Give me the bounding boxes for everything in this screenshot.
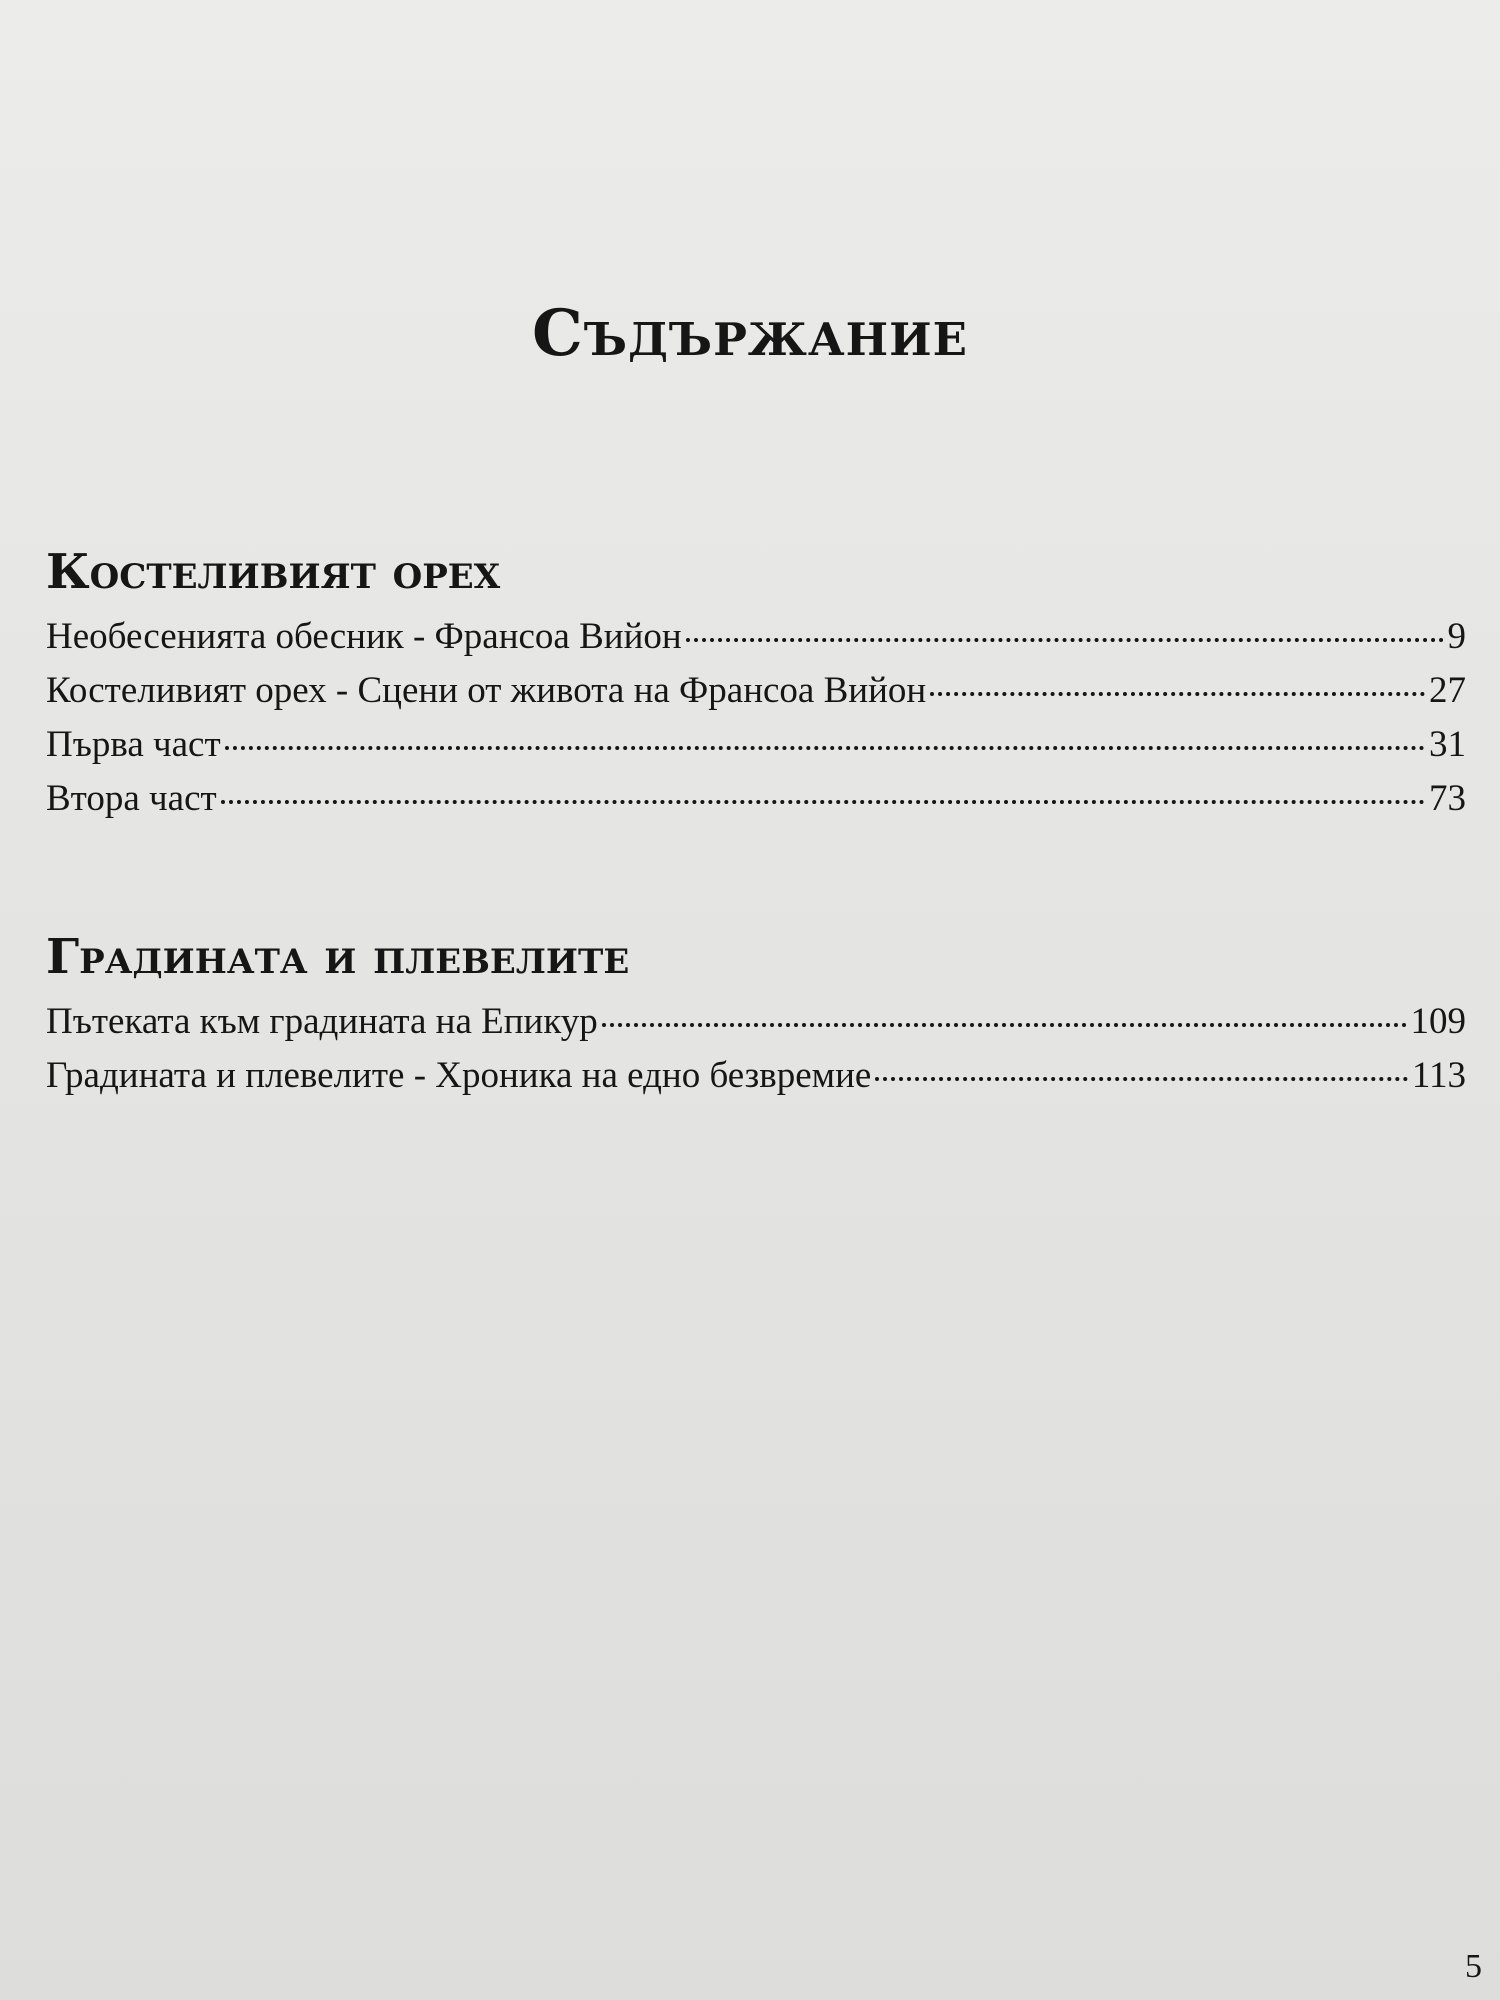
toc-entry-page: 9 <box>1447 616 1466 657</box>
toc-entry-label: Необесенията обесник - Франсоа Вийон <box>46 616 682 657</box>
toc-entry <box>46 610 1466 664</box>
dot-leader <box>930 680 1425 696</box>
dot-leader <box>225 734 1425 750</box>
toc-entry <box>46 718 1466 772</box>
dot-leader <box>875 1065 1408 1081</box>
toc-entry <box>46 664 1466 718</box>
toc-entry-label: Пътеката към градината на Епикур <box>46 1001 598 1042</box>
dot-leader <box>602 1011 1407 1027</box>
toc-entry-label: Първа част <box>46 724 221 765</box>
toc-entry-label: Костеливият орех - Сцени от живота на Франсоа Вийон <box>46 670 927 711</box>
toc-entry-page: 73 <box>1429 778 1466 819</box>
toc-entry <box>46 995 1466 1049</box>
page-number: 5 <box>1465 1948 1482 1985</box>
toc-section-kosteliviyat-oreh <box>46 540 1466 826</box>
toc-entry-page: 31 <box>1429 724 1466 765</box>
toc-entry-label: Втора част <box>46 778 217 819</box>
toc-entry-page: 109 <box>1410 1001 1466 1042</box>
section-heading: Костеливият орех <box>46 544 501 600</box>
toc-section-gradinata <box>46 925 1466 1103</box>
toc-entry-page: 27 <box>1429 670 1466 711</box>
toc-entry-label: Градината и плевелите - Хроника на едно безвремие <box>46 1055 872 1096</box>
toc-entry <box>46 1049 1466 1103</box>
toc-entry <box>46 772 1466 826</box>
section-heading: Градината и плевелите <box>46 929 630 985</box>
dot-leader <box>221 788 1425 804</box>
dot-leader <box>686 626 1444 642</box>
toc-entry-page: 113 <box>1411 1055 1466 1096</box>
page-title: Съдържание <box>532 296 968 371</box>
